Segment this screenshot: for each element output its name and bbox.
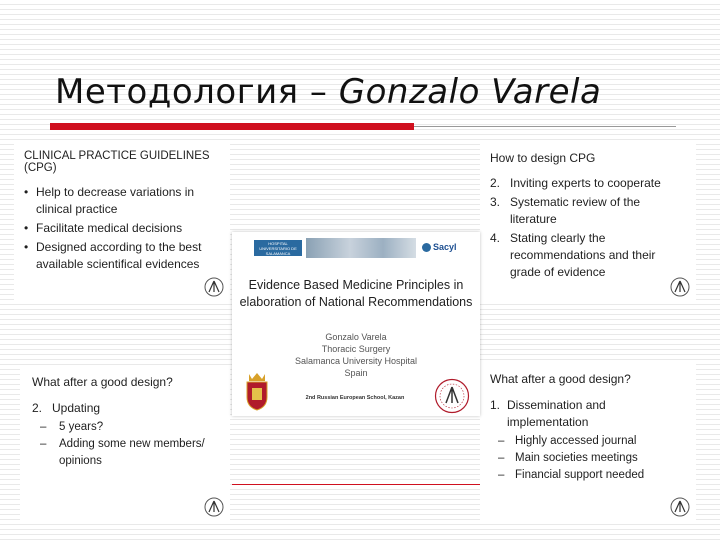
author-line: Gonzalo Varela [325, 332, 387, 342]
list-number: 1. [490, 398, 501, 412]
center-slide-title: Evidence Based Medicine Principles in elaboration of National Recommendations [239, 278, 473, 309]
list-item [490, 397, 686, 431]
list-text: Dissemination and implementation [507, 398, 606, 429]
panel-updating-heading: What after a good design? [32, 375, 173, 389]
sacyl-icon [422, 243, 431, 252]
author-line: Spain [344, 368, 368, 378]
panel-cpg-list [24, 184, 220, 273]
school-logo-icon [204, 277, 224, 297]
title-author: Gonzalo Varela [338, 72, 602, 112]
list-item: – Main societies meetings [490, 450, 686, 467]
list-item: – Adding some new members/ opinions [32, 436, 220, 470]
panel-dissemination-list [490, 397, 686, 431]
panel-design [480, 140, 696, 302]
title-prefix: Методология – [55, 72, 328, 112]
list-text: Updating [52, 401, 101, 415]
author-line: Salamanca University Hospital [294, 356, 418, 366]
list-item [490, 230, 686, 281]
list-text: Stating clearly the recommendations and their grade of evidence [510, 231, 656, 279]
panel-updating-list [32, 400, 220, 417]
panel-updating-sublist [32, 419, 220, 470]
author-line: Thoracic Surgery [321, 344, 391, 354]
list-item: – 5 years? [32, 419, 220, 436]
school-logo-icon [670, 277, 690, 297]
list-item [490, 175, 686, 192]
panel-dissemination-sublist [490, 433, 686, 484]
background-red-line [232, 484, 480, 485]
sacyl-logo [422, 242, 457, 252]
list-text: Inviting experts to cooperate [510, 176, 661, 190]
title-underline-red [50, 123, 414, 130]
list-item [32, 400, 220, 417]
list-item: • Help to decrease variations in clinical practice [24, 184, 220, 218]
panel-updating [20, 366, 230, 522]
list-number: 2. [32, 401, 43, 415]
panel-dissemination [480, 362, 696, 522]
list-item: – Financial support needed [490, 467, 686, 484]
panel-dissemination-heading: What after a good design? [490, 372, 631, 386]
hospital-photo [306, 238, 416, 258]
school-logo-icon [204, 497, 224, 517]
school-seal-icon [434, 378, 470, 414]
center-header-strip [254, 238, 457, 258]
panel-design-heading: How to design CPG [490, 151, 596, 165]
center-author-block [236, 331, 476, 379]
hospital-logo: HOSPITAL UNIVERSITARIO DE SALAMANCA [254, 240, 302, 256]
list-item: • Facilitate medical decisions [24, 220, 220, 237]
sacyl-label: Sacyl [433, 242, 457, 252]
panel-cpg-heading: CLINICAL PRACTICE GUIDELINES (CPG) [24, 150, 210, 174]
list-item: • Designed according to the best available scientifical evidences [24, 239, 220, 273]
center-event-label: 2nd Russian European School, Kazan [305, 395, 405, 401]
school-logo-icon [670, 497, 690, 517]
title-underline-gray [414, 126, 676, 127]
list-text: Systematic review of the literature [510, 195, 641, 226]
list-number: 4. [490, 231, 501, 245]
panel-cpg [14, 140, 230, 302]
list-number: 3. [490, 195, 501, 209]
slide-title [55, 72, 601, 112]
list-number: 2. [490, 176, 501, 190]
list-item: – Highly accessed journal [490, 433, 686, 450]
crest-icon [244, 371, 270, 411]
panel-design-list [490, 175, 686, 281]
list-item [490, 194, 686, 228]
